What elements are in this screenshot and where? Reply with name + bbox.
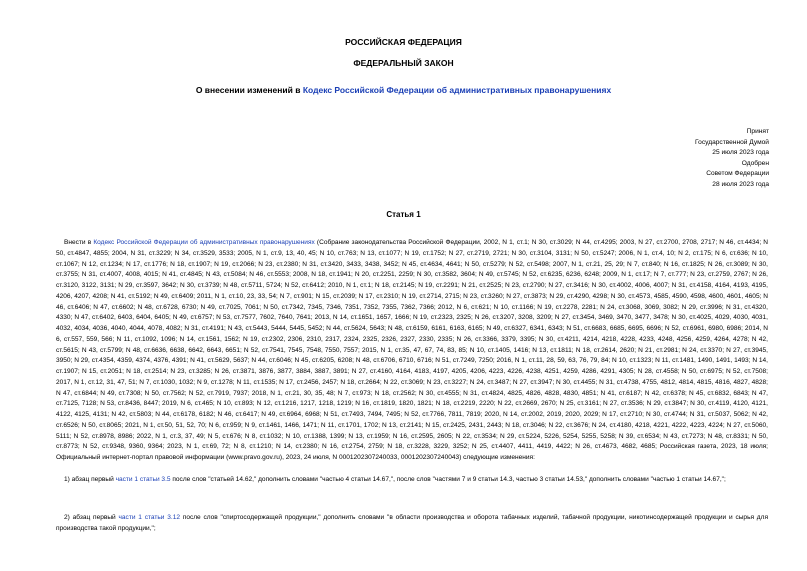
article-heading: Статья 1 xyxy=(386,210,421,219)
item-2-prefix: 2) абзац первый xyxy=(64,514,119,521)
law-title-code-link[interactable]: Кодекс Российской Федерации об административных правонарушениях xyxy=(302,85,612,95)
country-heading: РОССИЙСКАЯ ФЕДЕРАЦИЯ xyxy=(345,37,462,47)
item-2-article-link[interactable]: части 1 статьи 3.12 xyxy=(118,514,180,521)
intro-prefix: Внести в xyxy=(64,239,94,246)
approved-label: Одобрен xyxy=(741,159,769,167)
intro-paragraph xyxy=(56,238,768,464)
law-title-prefix: О внесении изменений в xyxy=(195,85,303,95)
item-1-prefix: 1) абзац первый xyxy=(64,476,116,483)
document-type-heading: ФЕДЕРАЛЬНЫЙ ЗАКОН xyxy=(353,58,454,68)
intro-citations: (Собрание законодательства Российской Федерации, 2002, N 1, ст.1; N 30, ст.3029; N 44, ст.4295; 2003, N 27, ст.2700, 2708, 2717; N 46, ст.4434; N 50, ст.4847, 4855; 2004, N 31, ст.3229; N 34, ст.3529, 3533; 2005, N 1, ст.9, 13, 40, 45; N 10, ст.763; N 13, ст.1077; N 19, ст.1752; N 27, ст.2719, 2721; N 30, ст.3104, 3131; N 50, ст.5247; 2006, N 1, ст.4, 10; N 2, ст.175; N 6, ст.636; N 10, ст.1067; N 12, ст.1234; N 17, ст.1776; N 18, ст.1907; N 19, ст.2066; N 23, ст.2380; N 31, ст.3420, 3433, 3438, 3452; N 45, ст.4634, 4641; N 50, ст.5279; N 52, ст.5498; 2007, N 1, ст.21, 25, 29; N 7, ст.840; N 16, ст.1825; N 26, ст.3089; N 30, ст.3755; N 31, ст.4007, 4008, 4015; N 41, ст.4845; N 43, ст.5084; N 46, ст.5553; 2008, N 18, ст.1941; N 20, ст.2251, 2259; N 30, ст.3582, 3604; N 49, ст.5745; N 52, ст.6235, 6236, 6248; 2009, N 1, ст.17; N 7, ст.777; N 23, ст.2759, 2767; N 26, ст.3120, 3122, 3131; N 29, ст.3597, 3642; N 30, ст.3739; N 48, ст.5711, 5724; N 52, ст.6412; 2010, N 1, ст.1; N 18, ст.2145; N 19, ст.2291; N 21, ст.2525; N 23, ст.2790; N 27, ст.3416; N 30, ст.4002, 4006, 4007; N 31, ст.4158, 4164, 4193, 4195, 4206, 4207, 4208; N 41, ст.5192; N 49, ст.6409; 2011, N 1, ст.10, 23, 33, 54; N 7, ст.901; N 15, ст.2039; N 17, ст.2310; N 19, ст.2714, 2715; N 23, ст.3260; N 27, ст.3873; N 29, ст.4290, 4298; N 30, ст.4573, 4585, 4590, 4598, 4600, 4601, 4605; N 46, ст.6406; N 47, ст.6602; N 48, ст.6728, 6730; N 49, ст.7025, 7061; N 50, ст.7342, 7345, 7346, 7351, 7352, 7355, 7362, 7366; 2012, N 6, ст.621; N 10, ст.1166; N 19, ст.2278, 2281; N 24, ст.3068, 3069, 3082; N 29, ст.3996; N 31, ст.4320, 4330; N 47, ст.6402, 6403, 6404, 6405; N 49, ст.6757; N 53, ст.7577, 7602, 7640, 7641; 2013, N 14, ст.1651, 1657, 1666; N 19, ст.2323, 2325; N 26, ст.3207, 3208, 3209; N 27, ст.3454, 3469, 3470, 3477, 3478; N 30, ст.4025, 4029, 4030, 4031, 4032, 4034, 4036, 4040, 4044, 4078, 4082; N 31, ст.4191; N 43, ст.5443, 5444, 5445, 5452; N 44, ст.5624, 5643; N 48, ст.6159, 6161, 6163, 6165; N 49, ст.6327, 6341, 6343; N 51, ст.6683, 6685, 6695, 6696; N 52, ст.6961, 6980, 6986; 2014, N 6, ст.557, 559, 566; N 11, ст.1092, 1096; N 14, ст.1561, 1562; N 19, ст.2302, 2306, 2310, 2317, 2324, 2325, 2326, 2327, 2330, 2335; N 26, ст.3366, 3379, 3395; N 30, ст.4211, 4214, 4218, 4228, 4233, 4248, 4256, 4259, 4264, 4278; N 42, ст.5615; N 43, ст.5799; N 48, ст.6636, 6638, 6642, 6643, 6651; N 52, ст.7541, 7545, 7548, 7550, 7557; 2015, N 1, ст.35, 47, 67, 74, 83, 85; N 10, ст.1405, 1416; N 13, ст.1811; N 18, ст.2614, 2620; N 21, ст.2981; N 24, ст.3370; N 27, ст.3945, 3950; N 29, ст.4354, 4359, 4374, 4376, 4391; N 41, ст.5629, 5637; N 44, ст.6046; N 45, ст.6205, 6208; N 48, ст.6706, 6710, 6716; N 51, ст.7249, 7250; 2016, N 1, ст.11, 28, 59, 63, 76, 79, 84; N 10, ст.1323; N 11, ст.1481, 1490, 1491, 1493; N 14, ст.1907; N 15, ст.2051; N 18, ст.2514; N 23, ст.3285; N 26, ст.3871, 3876, 3877, 3884, 3887, 3891; N 27, ст.4160, 4164, 4183, 4197, 4205, 4206, 4223, 4226, 4238, 4251, 4259, 4286, 4291, 4305; N 28, ст.4558; N 50, ст.6975; N 52, ст.7508; 2017, N 1, ст.12, 31, 47, 51; N 7, ст.1030, 1032; N 9, ст.1278; N 11, ст.1535; N 17, ст.2456, 2457; N 18, ст.2664; N 22, ст.3069; N 23, ст.3227; N 24, ст.3487; N 27, ст.3947; N 30, ст.4455; N 31, ст.4738, 4755, 4812, 4814, 4815, 4816, 4827, 4828; N 47, ст.6844; N 49, ст.7308; N 50, ст.7562; N 52, ст.7919, 7937; 2018, N 1, ст.21, 30, 35, 48; N 7, ст.973; N 18, ст.2562; N 30, ст.4555; N 31, ст.4824, 4825, 4826, 4828, 4830, 4851; N 41, ст.6187; N 42, ст.6378; N 45, ст.6832, 6843; N 47, ст.7125, 7128; N 53, ст.8436, 8447; 2019, N 6, ст.465; N 10, ст.893; N 12, ст.1216, 1217, 1218, 1219; N 16, ст.1819, 1820, 1821; N 18, ст.2219, 2220; N 22, ст.2669, 2670; N 25, ст.3161; N 27, ст.3536; N 29, ст.3847; N 30, ст.4119, 4120, 4121, 4122, 4125, 4131; N 42, ст.5803; N 44, ст.6178, 6182; N 46, ст.6417; N 49, ст.6964, 6968; N 51, ст.7493, 7494, 7495; N 52, ст.7766, 7811, 7819; 2020, N 14, ст.2002, 2019, 2020, 2029; N 17, ст.2710; N 30, ст.4744; N 31, ст.5037, 5062; N 42, ст.6526; N 50, ст.8065; 2021, N 1, ст.50, 51, 52, 70; N 6, ст.959; N 9, ст.1461, 1466, 1471; N 11, ст.1701, 1702; N 13, ст.2141; N 15, ст.2425, 2431, 2443; N 18, ст.3046; N 22, ст.3676; N 24, ст.4180, 4218, 4221, 4222, 4223, 4224; N 27, ст.5060, 5111; N 52, ст.8978, 8986; 2022, N 1, ст.3, 37, 49; N 5, ст.676; N 8, ст.1032; N 10, ст.1388, 1399; N 13, ст.1959; N 16, ст.2595, 2605; N 22, ст.3534; N 29, ст.5224, 5226, 5254, 5255, 5258; N 39, ст.6534; N 43, ст.7273; N 48, ст.8331; N 50, ст.8773; N 52, ст.9348, 9360, 9364; 2023, N 1, ст.69, 72; N 8, ст.1210; N 14, ст.2380; N 16, ст.2754, 2759; N 18, ст.3228, 3229, 3252; N 25, ст.4407, 4411, 4419, 4422; N 26, ст.4673, 4682, 4685; Российская газета, 2023, 18 июля; Официальный интернет-портал правовой информации (www.pravo.gov.ru), 2023, 24 июля, N 0001202307240033, 0001202307240043) следующие изменения: xyxy=(56,239,769,461)
amendment-item-2 xyxy=(56,513,768,535)
approved-by: Советом Федерации xyxy=(706,170,769,178)
accepted-label: Принят xyxy=(746,128,769,135)
item-1-article-link[interactable]: части 1 статьи 3.5 xyxy=(115,476,171,483)
amendment-item-1 xyxy=(56,475,768,486)
law-title xyxy=(0,85,807,95)
accepted-by: Государственной Думой xyxy=(695,138,769,146)
approved-date: 28 июля 2023 года xyxy=(712,180,769,188)
item-2-text: после слов "спиртосодержащей продукции," дополнить словами "в области производства и оборота табачных изделий, табачной продукции, никотинсодержащей продукции и сырья для производства такой продукции,"; xyxy=(56,514,768,532)
accepted-date: 25 июля 2023 года xyxy=(712,149,769,157)
intro-code-link[interactable]: Кодекс Российской Федерации об административных правонарушениях xyxy=(93,239,315,246)
acceptance-block xyxy=(695,127,769,191)
item-1-text: после слов "статьей 14.62," дополнить словами "частью 4 статьи 14.67,", после слов "частями 7 и 9 статьи 14.3, частью 3 статьи 14.53," дополнить словами "частью 1 статьи 14.67,"; xyxy=(170,476,726,483)
